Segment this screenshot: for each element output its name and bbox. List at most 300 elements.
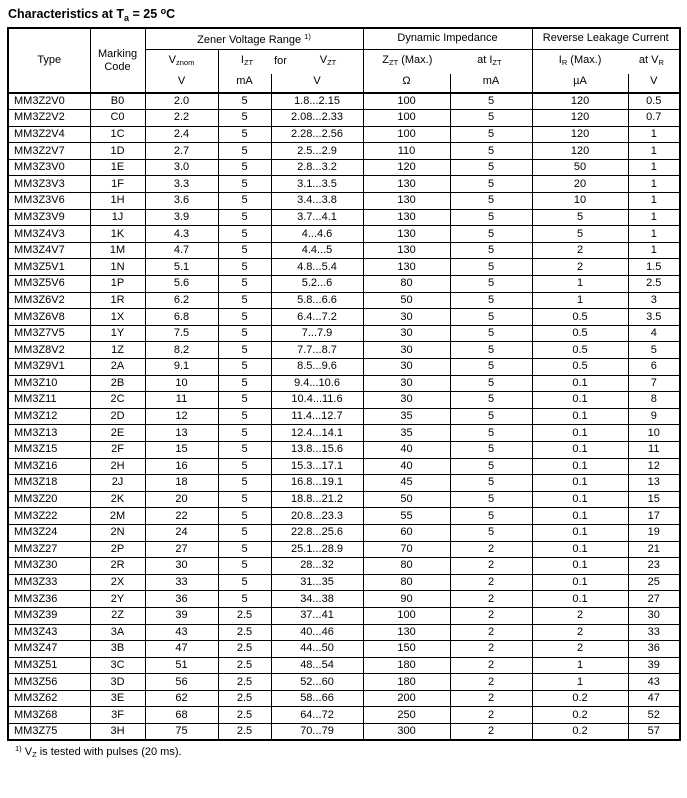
cell-type: MM3Z75: [8, 724, 90, 741]
title-degree-sign: o: [160, 6, 167, 16]
cell-type: MM3Z30: [8, 558, 90, 575]
cell-marking-code: 3H: [90, 724, 145, 741]
cell-v-znom: 27: [145, 541, 218, 558]
cell-i-zt: 5: [218, 242, 271, 259]
table-row: [8, 674, 680, 691]
cell-i-r-max: 0.2: [532, 724, 628, 741]
cell-i-zt: 5: [218, 408, 271, 425]
cell-i-zt: 5: [218, 458, 271, 475]
unit-zzt: Ω: [363, 74, 450, 93]
cell-marking-code: 2E: [90, 425, 145, 442]
cell-marking-code: 1Z: [90, 342, 145, 359]
cell-at-i-zt: 5: [450, 242, 532, 259]
cell-v-zt: 5.2...6: [271, 276, 363, 293]
cell-v-zt: 18.8...21.2: [271, 491, 363, 508]
cell-type: MM3Z56: [8, 674, 90, 691]
cell-v-zt: 40...46: [271, 624, 363, 641]
cell-i-r-max: 120: [532, 143, 628, 160]
cell-z-zt-max: 30: [363, 359, 450, 376]
cell-i-zt: 5: [218, 574, 271, 591]
cell-type: MM3Z4V7: [8, 242, 90, 259]
cell-marking-code: B0: [90, 93, 145, 110]
table-row: [8, 375, 680, 392]
table-row: [8, 541, 680, 558]
cell-at-i-zt: 5: [450, 392, 532, 409]
cell-type: MM3Z5V1: [8, 259, 90, 276]
cell-at-v-r: 1.5: [628, 259, 680, 276]
cell-i-zt: 2.5: [218, 674, 271, 691]
cell-type: MM3Z13: [8, 425, 90, 442]
unit-at-vr: V: [628, 74, 680, 93]
cell-at-v-r: 0.5: [628, 93, 680, 110]
cell-marking-code: 2Y: [90, 591, 145, 608]
cell-at-v-r: 30: [628, 607, 680, 624]
table-row: [8, 110, 680, 127]
cell-i-r-max: 0.1: [532, 441, 628, 458]
cell-type: MM3Z3V3: [8, 176, 90, 193]
cell-i-zt: 5: [218, 441, 271, 458]
cell-at-v-r: 57: [628, 724, 680, 741]
cell-type: MM3Z7V5: [8, 325, 90, 342]
cell-i-zt: 5: [218, 524, 271, 541]
group-header-dynamic-impedance: Dynamic Impedance: [363, 28, 532, 49]
cell-marking-code: 1K: [90, 226, 145, 243]
cell-type: MM3Z68: [8, 707, 90, 724]
cell-at-i-zt: 5: [450, 475, 532, 492]
footnote-ref: 1): [15, 744, 22, 754]
cell-type: MM3Z20: [8, 491, 90, 508]
cell-v-zt: 52...60: [271, 674, 363, 691]
cell-z-zt-max: 30: [363, 392, 450, 409]
table-row: [8, 226, 680, 243]
cell-type: MM3Z39: [8, 607, 90, 624]
cell-type: MM3Z2V7: [8, 143, 90, 160]
footnote-text: is tested with pulses (20 ms).: [36, 746, 182, 759]
cell-type: MM3Z12: [8, 408, 90, 425]
cell-v-znom: 2.7: [145, 143, 218, 160]
cell-i-r-max: 0.1: [532, 458, 628, 475]
cell-marking-code: 1P: [90, 276, 145, 293]
cell-at-i-zt: 2: [450, 690, 532, 707]
cell-marking-code: 2A: [90, 359, 145, 376]
group-header-zener-voltage-range: [145, 28, 363, 49]
cell-i-r-max: 5: [532, 226, 628, 243]
cell-i-r-max: 0.5: [532, 325, 628, 342]
cell-i-r-max: 1: [532, 657, 628, 674]
cell-at-v-r: 1: [628, 193, 680, 210]
characteristics-table: [7, 27, 681, 741]
cell-marking-code: 2H: [90, 458, 145, 475]
cell-at-i-zt: 2: [450, 574, 532, 591]
footnote-vz-base: V: [21, 746, 33, 759]
cell-v-znom: 15: [145, 441, 218, 458]
cell-marking-code: 1Y: [90, 325, 145, 342]
cell-marking-code: 1J: [90, 209, 145, 226]
cell-at-v-r: 1: [628, 143, 680, 160]
cell-at-v-r: 1: [628, 126, 680, 143]
cell-i-r-max: 0.1: [532, 524, 628, 541]
cell-v-znom: 18: [145, 475, 218, 492]
cell-z-zt-max: 50: [363, 491, 450, 508]
cell-type: MM3Z11: [8, 392, 90, 409]
cell-v-zt: 11.4...12.7: [271, 408, 363, 425]
footnote-vz-subscript: Z: [32, 750, 37, 760]
cell-z-zt-max: 50: [363, 292, 450, 309]
cell-type: MM3Z36: [8, 591, 90, 608]
cell-v-zt: 5.8...6.6: [271, 292, 363, 309]
cell-z-zt-max: 90: [363, 591, 450, 608]
cell-z-zt-max: 70: [363, 541, 450, 558]
cell-v-zt: 20.8...23.3: [271, 508, 363, 525]
cell-v-zt: 15.3...17.1: [271, 458, 363, 475]
cell-z-zt-max: 100: [363, 126, 450, 143]
cell-i-r-max: 120: [532, 93, 628, 110]
cell-i-zt: 5: [218, 375, 271, 392]
cell-z-zt-max: 130: [363, 226, 450, 243]
cell-marking-code: 3D: [90, 674, 145, 691]
cell-v-zt: 2.5...2.9: [271, 143, 363, 160]
cell-z-zt-max: 130: [363, 209, 450, 226]
cell-i-zt: 5: [218, 259, 271, 276]
cell-i-zt: 5: [218, 491, 271, 508]
col-header-type: Type: [8, 28, 90, 93]
cell-v-znom: 9.1: [145, 359, 218, 376]
footnote: [15, 744, 680, 759]
cell-at-i-zt: 5: [450, 524, 532, 541]
cell-i-zt: 5: [218, 93, 271, 110]
cell-i-r-max: 120: [532, 110, 628, 127]
cell-type: MM3Z3V6: [8, 193, 90, 210]
cell-v-znom: 68: [145, 707, 218, 724]
cell-at-i-zt: 5: [450, 126, 532, 143]
cell-i-zt: 5: [218, 110, 271, 127]
table-row: [8, 524, 680, 541]
cell-v-zt: 2.28...2.56: [271, 126, 363, 143]
cell-v-znom: 10: [145, 375, 218, 392]
zener-label: Zener Voltage Range: [197, 34, 305, 47]
unit-izt: mA: [218, 74, 271, 93]
cell-v-znom: 3.0: [145, 159, 218, 176]
cell-z-zt-max: 55: [363, 508, 450, 525]
cell-at-i-zt: 5: [450, 292, 532, 309]
unit-at-izt: mA: [450, 74, 532, 93]
cell-i-r-max: 2: [532, 607, 628, 624]
cell-i-zt: 5: [218, 325, 271, 342]
cell-v-zt: 22.8...25.6: [271, 524, 363, 541]
cell-at-i-zt: 2: [450, 641, 532, 658]
table-row: [8, 193, 680, 210]
table-row: [8, 707, 680, 724]
cell-z-zt-max: 35: [363, 425, 450, 442]
cell-i-zt: 2.5: [218, 657, 271, 674]
cell-i-r-max: 1: [532, 276, 628, 293]
cell-v-znom: 33: [145, 574, 218, 591]
cell-marking-code: 2M: [90, 508, 145, 525]
cell-at-i-zt: 5: [450, 425, 532, 442]
table-body: [8, 93, 680, 740]
cell-z-zt-max: 45: [363, 475, 450, 492]
cell-marking-code: 1R: [90, 292, 145, 309]
cell-at-i-zt: 5: [450, 143, 532, 160]
title-subscript-a: a: [124, 13, 130, 23]
cell-v-zt: 4.8...5.4: [271, 259, 363, 276]
cell-z-zt-max: 80: [363, 574, 450, 591]
cell-i-zt: 5: [218, 475, 271, 492]
cell-marking-code: 2N: [90, 524, 145, 541]
cell-i-r-max: 0.1: [532, 425, 628, 442]
cell-marking-code: 3B: [90, 641, 145, 658]
cell-at-i-zt: 5: [450, 325, 532, 342]
unit-ir: µA: [532, 74, 628, 93]
cell-v-zt: 48...54: [271, 657, 363, 674]
at-izt-symbol: at $I_{ZT}$: [477, 54, 502, 68]
cell-at-i-zt: 2: [450, 674, 532, 691]
cell-marking-code: 2D: [90, 408, 145, 425]
cell-v-znom: 20: [145, 491, 218, 508]
title-equals-value: = 25: [129, 7, 161, 21]
cell-at-i-zt: 5: [450, 159, 532, 176]
cell-i-r-max: 0.1: [532, 508, 628, 525]
cell-at-i-zt: 5: [450, 508, 532, 525]
cell-at-v-r: 39: [628, 657, 680, 674]
cell-at-i-zt: 5: [450, 309, 532, 326]
cell-i-zt: 2.5: [218, 607, 271, 624]
cell-v-zt: 44...50: [271, 641, 363, 658]
table-row: [8, 408, 680, 425]
table-row: [8, 159, 680, 176]
cell-v-zt: 2.08...2.33: [271, 110, 363, 127]
cell-at-v-r: 15: [628, 491, 680, 508]
title-text: Characteristics at T: [8, 7, 125, 21]
cell-type: MM3Z15: [8, 441, 90, 458]
cell-i-r-max: 0.1: [532, 375, 628, 392]
cell-at-v-r: 33: [628, 624, 680, 641]
cell-v-znom: 43: [145, 624, 218, 641]
cell-v-zt: 28...32: [271, 558, 363, 575]
cell-at-i-zt: 2: [450, 607, 532, 624]
table-row: [8, 126, 680, 143]
vznom-symbol: V: [168, 54, 176, 67]
cell-v-znom: 6.2: [145, 292, 218, 309]
cell-type: MM3Z4V3: [8, 226, 90, 243]
cell-at-v-r: 36: [628, 641, 680, 658]
cell-i-zt: 5: [218, 176, 271, 193]
cell-at-i-zt: 5: [450, 276, 532, 293]
cell-type: MM3Z27: [8, 541, 90, 558]
cell-i-zt: 5: [218, 425, 271, 442]
cell-marking-code: 2X: [90, 574, 145, 591]
cell-marking-code: 1D: [90, 143, 145, 160]
cell-v-znom: 2.2: [145, 110, 218, 127]
cell-marking-code: 3F: [90, 707, 145, 724]
cell-v-znom: 3.3: [145, 176, 218, 193]
cell-type: MM3Z33: [8, 574, 90, 591]
cell-i-r-max: 0.5: [532, 359, 628, 376]
cell-i-r-max: 0.1: [532, 541, 628, 558]
cell-at-i-zt: 5: [450, 458, 532, 475]
cell-v-zt: 13.8...15.6: [271, 441, 363, 458]
at-vr-symbol: at $V_R$: [638, 54, 664, 68]
cell-at-v-r: 47: [628, 690, 680, 707]
cell-v-zt: 16.8...19.1: [271, 475, 363, 492]
cell-at-i-zt: 5: [450, 441, 532, 458]
unit-vznom: V: [145, 74, 218, 93]
table-row: [8, 392, 680, 409]
cell-z-zt-max: 110: [363, 143, 450, 160]
cell-at-i-zt: 2: [450, 591, 532, 608]
table-row: [8, 508, 680, 525]
cell-marking-code: 2Z: [90, 607, 145, 624]
cell-v-zt: 34...38: [271, 591, 363, 608]
cell-at-v-r: 23: [628, 558, 680, 575]
cell-z-zt-max: 300: [363, 724, 450, 741]
cell-marking-code: C0: [90, 110, 145, 127]
cell-v-znom: 2.0: [145, 93, 218, 110]
cell-i-r-max: 5: [532, 209, 628, 226]
cell-type: MM3Z6V2: [8, 292, 90, 309]
table-row: [8, 325, 680, 342]
cell-at-v-r: 1: [628, 226, 680, 243]
table-row: [8, 641, 680, 658]
cell-i-zt: 5: [218, 558, 271, 575]
cell-v-zt: 31...35: [271, 574, 363, 591]
cell-i-zt: 5: [218, 193, 271, 210]
cell-z-zt-max: 130: [363, 624, 450, 641]
cell-marking-code: 2B: [90, 375, 145, 392]
table-row: [8, 342, 680, 359]
cell-type: MM3Z24: [8, 524, 90, 541]
cell-type: MM3Z9V1: [8, 359, 90, 376]
cell-v-zt: 25.1...28.9: [271, 541, 363, 558]
cell-at-v-r: 1: [628, 242, 680, 259]
cell-z-zt-max: 150: [363, 641, 450, 658]
cell-at-i-zt: 5: [450, 259, 532, 276]
cell-type: MM3Z16: [8, 458, 90, 475]
cell-v-znom: 36: [145, 591, 218, 608]
table-row: [8, 624, 680, 641]
col-header-zzt-and-atizt: [363, 49, 532, 74]
cell-at-v-r: 10: [628, 425, 680, 442]
ir-max-symbol: $I_R$ (Max.): [558, 54, 602, 68]
cell-i-r-max: 0.1: [532, 491, 628, 508]
cell-i-r-max: 2: [532, 259, 628, 276]
cell-marking-code: 1F: [90, 176, 145, 193]
cell-i-zt: 5: [218, 591, 271, 608]
cell-v-zt: 58...66: [271, 690, 363, 707]
cell-at-v-r: 1: [628, 176, 680, 193]
cell-i-r-max: 10: [532, 193, 628, 210]
cell-at-i-zt: 5: [450, 375, 532, 392]
cell-z-zt-max: 80: [363, 558, 450, 575]
cell-i-zt: 2.5: [218, 624, 271, 641]
cell-i-r-max: 2: [532, 624, 628, 641]
cell-marking-code: 2J: [90, 475, 145, 492]
cell-z-zt-max: 200: [363, 690, 450, 707]
cell-v-zt: 37...41: [271, 607, 363, 624]
cell-z-zt-max: 130: [363, 242, 450, 259]
cell-type: MM3Z8V2: [8, 342, 90, 359]
col-header-ir-and-atvr: [532, 49, 680, 74]
cell-v-zt: 8.5...9.6: [271, 359, 363, 376]
cell-at-v-r: 21: [628, 541, 680, 558]
cell-at-i-zt: 5: [450, 491, 532, 508]
cell-type: MM3Z2V2: [8, 110, 90, 127]
cell-at-v-r: 19: [628, 524, 680, 541]
cell-z-zt-max: 30: [363, 342, 450, 359]
for-word: for: [274, 55, 287, 68]
cell-at-i-zt: 2: [450, 707, 532, 724]
cell-i-zt: 5: [218, 359, 271, 376]
cell-at-i-zt: 5: [450, 193, 532, 210]
cell-marking-code: 2R: [90, 558, 145, 575]
cell-type: MM3Z43: [8, 624, 90, 641]
cell-v-znom: 51: [145, 657, 218, 674]
cell-i-r-max: 20: [532, 176, 628, 193]
cell-i-r-max: 0.1: [532, 558, 628, 575]
cell-v-znom: 13: [145, 425, 218, 442]
cell-v-zt: 6.4...7.2: [271, 309, 363, 326]
cell-i-zt: 2.5: [218, 690, 271, 707]
cell-z-zt-max: 100: [363, 110, 450, 127]
cell-v-znom: 6.8: [145, 309, 218, 326]
cell-at-v-r: 25: [628, 574, 680, 591]
table-row: [8, 93, 680, 110]
cell-v-znom: 16: [145, 458, 218, 475]
cell-at-v-r: 9: [628, 408, 680, 425]
cell-at-i-zt: 5: [450, 176, 532, 193]
cell-i-zt: 2.5: [218, 641, 271, 658]
table-row: [8, 143, 680, 160]
cell-type: MM3Z22: [8, 508, 90, 525]
cell-z-zt-max: 120: [363, 159, 450, 176]
table-row: [8, 292, 680, 309]
table-row: [8, 425, 680, 442]
cell-at-i-zt: 5: [450, 342, 532, 359]
cell-z-zt-max: 30: [363, 375, 450, 392]
cell-i-r-max: 0.1: [532, 475, 628, 492]
cell-i-r-max: 0.5: [532, 342, 628, 359]
page-title: [8, 6, 680, 23]
cell-at-v-r: 1: [628, 209, 680, 226]
cell-v-znom: 8.2: [145, 342, 218, 359]
cell-type: MM3Z3V0: [8, 159, 90, 176]
cell-marking-code: 2P: [90, 541, 145, 558]
table-row: [8, 558, 680, 575]
cell-marking-code: 1N: [90, 259, 145, 276]
cell-v-znom: 4.7: [145, 242, 218, 259]
cell-z-zt-max: 180: [363, 657, 450, 674]
cell-at-i-zt: 2: [450, 541, 532, 558]
table-row: [8, 657, 680, 674]
cell-i-r-max: 2: [532, 242, 628, 259]
header-row-groups: [8, 28, 680, 49]
cell-v-zt: 1.8...2.15: [271, 93, 363, 110]
cell-v-zt: 9.4...10.6: [271, 375, 363, 392]
cell-at-v-r: 52: [628, 707, 680, 724]
cell-at-i-zt: 2: [450, 657, 532, 674]
table-row: [8, 607, 680, 624]
table-row: [8, 242, 680, 259]
cell-v-znom: 39: [145, 607, 218, 624]
cell-type: MM3Z18: [8, 475, 90, 492]
group-header-reverse-leakage-current: Reverse Leakage Current: [532, 28, 680, 49]
cell-v-zt: 3.4...3.8: [271, 193, 363, 210]
cell-at-i-zt: 2: [450, 558, 532, 575]
cell-z-zt-max: 130: [363, 176, 450, 193]
cell-v-znom: 3.9: [145, 209, 218, 226]
cell-i-r-max: 0.1: [532, 408, 628, 425]
cell-v-zt: 4...4.6: [271, 226, 363, 243]
